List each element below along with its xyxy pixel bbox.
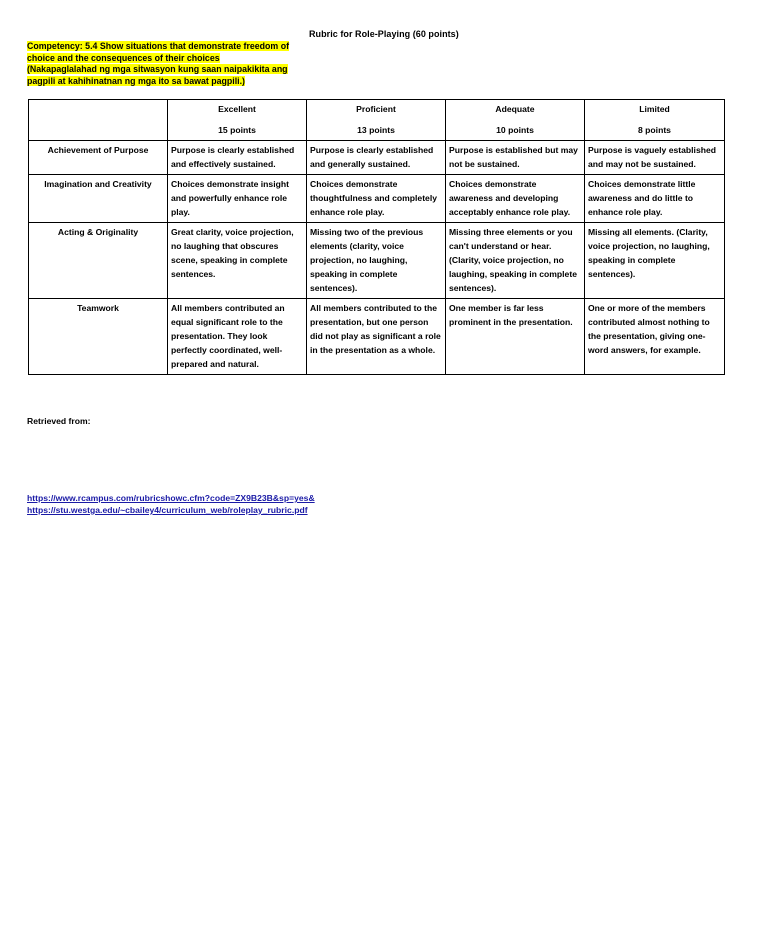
table-cell: Purpose is vaguely established and may not be sustained. <box>585 141 725 175</box>
level-label: Excellent <box>218 104 256 114</box>
table-cell: All members contributed an equal significant role to the presentation. They look perfectly coordinated, well-prepared and natural. <box>168 299 307 375</box>
criterion-cell: Achievement of Purpose <box>29 141 168 175</box>
table-row <box>29 141 725 175</box>
level-label: Limited <box>639 104 670 114</box>
table-cell: Missing three elements or you can't understand or hear. (Clarity, voice projection, no laughing, speaking in complete sentences). <box>446 223 585 299</box>
competency-text: 5.4 Show situations that demonstrate freedom of choice and the consequences of their choices (Nakapaglalahad ng mga sitwasyon kung saan naipakikita ang pagpili at kahihinatnan ng mga ito sa bawat pagpili.) <box>27 41 290 86</box>
table-cell: Choices demonstrate little awareness and do little to enhance role play. <box>585 175 725 223</box>
table-cell: All members contributed to the presentation, but one person did not play as significant a role in the presentation as a whole. <box>307 299 446 375</box>
level-label: Proficient <box>356 104 396 114</box>
table-cell: Great clarity, voice projection, no laughing that obscures scene, speaking in complete sentences. <box>168 223 307 299</box>
rubric-table <box>28 99 725 375</box>
points-label: 10 points <box>496 125 534 135</box>
table-cell: Choices demonstrate awareness and developing acceptably enhance role play. <box>446 175 585 223</box>
table-cell: Purpose is clearly established and effectively sustained. <box>168 141 307 175</box>
criterion-cell: Acting & Originality <box>29 223 168 299</box>
criterion-cell: Imagination and Creativity <box>29 175 168 223</box>
level-label: Adequate <box>495 104 535 114</box>
table-row <box>29 175 725 223</box>
table-row <box>29 299 725 375</box>
points-label: 13 points <box>357 125 395 135</box>
header-corner <box>29 100 168 141</box>
table-cell: Missing all elements. (Clarity, voice projection, no laughing, speaking in complete sentences). <box>585 223 725 299</box>
header-row <box>29 100 725 141</box>
retrieved-label: Retrieved from: <box>27 416 91 426</box>
source-link-westga[interactable]: https://stu.westga.edu/~cbailey4/curriculum_web/roleplay_rubric.pdf <box>27 505 308 515</box>
table-cell: One or more of the members contributed almost nothing to the presentation, giving one-word answers, for example. <box>585 299 725 375</box>
header-proficient <box>307 100 446 141</box>
points-label: 8 points <box>638 125 671 135</box>
competency-label: Competency: <box>27 41 83 51</box>
source-link-rcampus[interactable]: https://www.rcampus.com/rubricshowc.cfm?code=ZX9B23B&sp=yes& <box>27 493 315 503</box>
source-links <box>27 492 315 516</box>
competency-block <box>27 41 289 87</box>
page-title: Rubric for Role-Playing (60 points) <box>309 29 459 39</box>
table-cell: Choices demonstrate thoughtfulness and completely enhance role play. <box>307 175 446 223</box>
table-cell: Purpose is clearly established and generally sustained. <box>307 141 446 175</box>
table-cell: Missing two of the previous elements (clarity, voice projection, no laughing, speaking in complete sentences). <box>307 223 446 299</box>
header-limited <box>585 100 725 141</box>
table-row <box>29 223 725 299</box>
header-adequate <box>446 100 585 141</box>
table-cell: One member is far less prominent in the presentation. <box>446 299 585 375</box>
points-label: 15 points <box>218 125 256 135</box>
header-excellent <box>168 100 307 141</box>
table-cell: Purpose is established but may not be sustained. <box>446 141 585 175</box>
table-cell: Choices demonstrate insight and powerfully enhance role play. <box>168 175 307 223</box>
criterion-cell: Teamwork <box>29 299 168 375</box>
